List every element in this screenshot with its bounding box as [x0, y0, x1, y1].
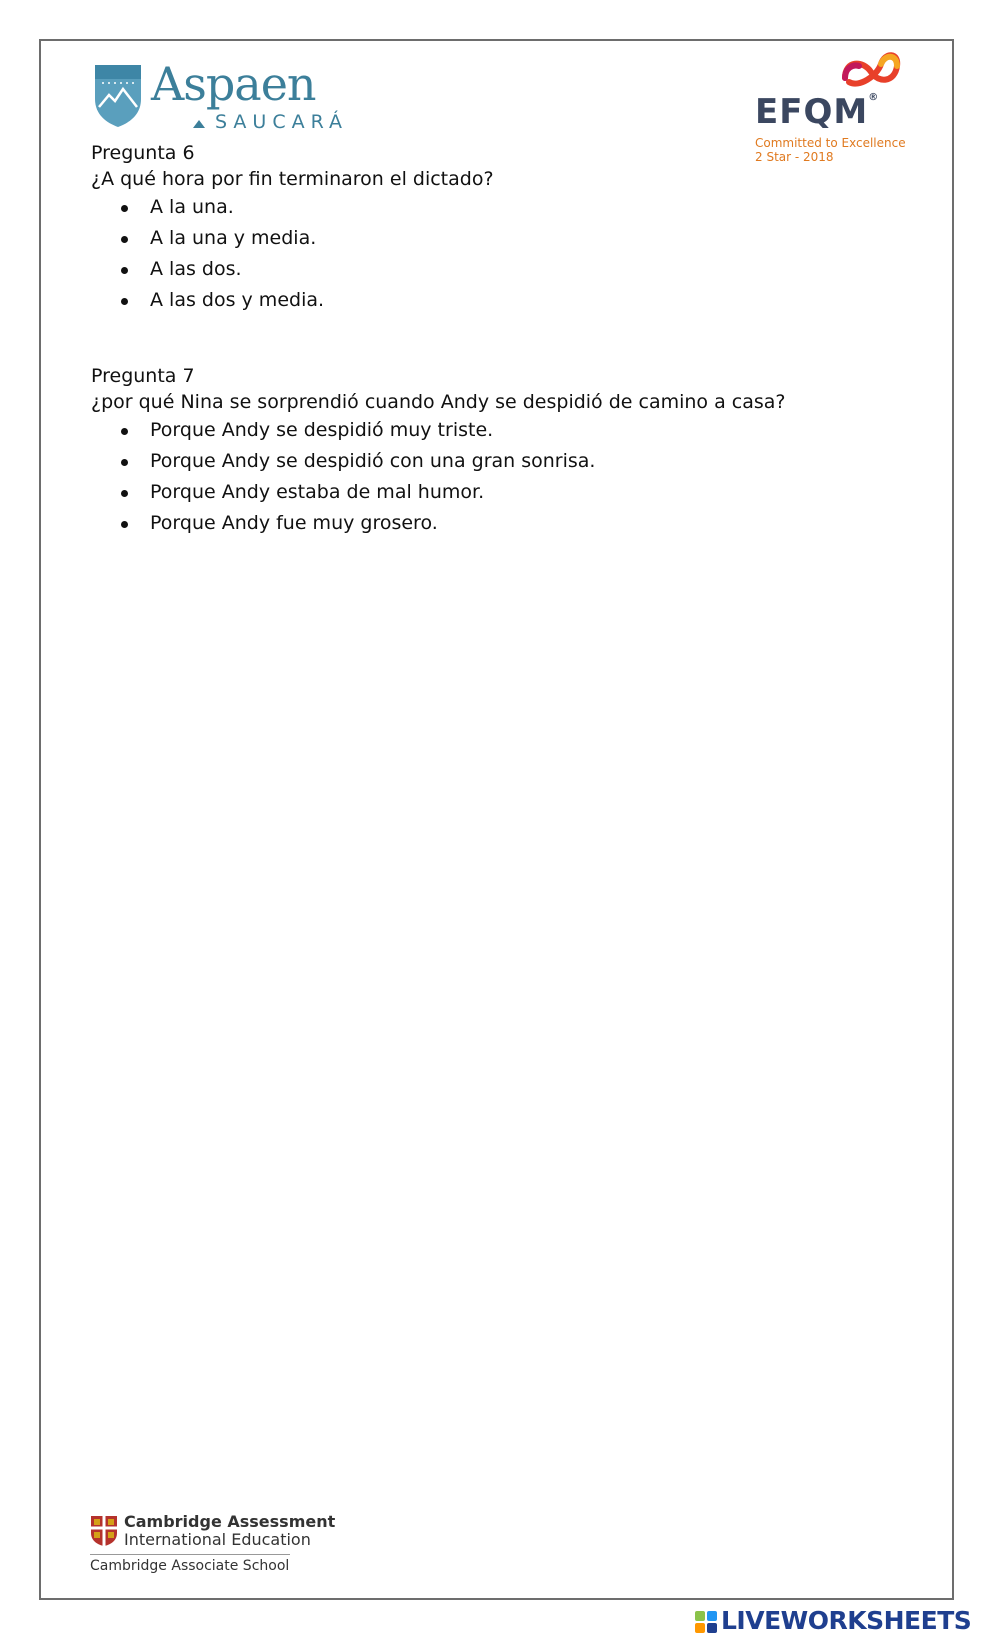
- crest-icon: [90, 1515, 118, 1547]
- answer-option[interactable]: A la una y media.: [91, 223, 494, 254]
- bullet-icon: [121, 490, 128, 497]
- cambridge-line1: Cambridge Assessment: [124, 1512, 336, 1531]
- aspaen-name: Aspaen: [151, 57, 316, 111]
- answer-option[interactable]: A las dos y media.: [91, 285, 494, 316]
- efqm-tagline: Committed to Excellence: [755, 136, 906, 150]
- aspaen-subtitle: SAUCARÁ: [215, 111, 349, 133]
- liveworksheets-icon: [695, 1611, 717, 1633]
- bullet-icon: [121, 267, 128, 274]
- bullet-icon: [121, 205, 128, 212]
- aspaen-logo: [93, 57, 353, 133]
- answer-options: [91, 415, 786, 539]
- shield-icon: [93, 63, 143, 129]
- question-title: Pregunta 7: [91, 365, 195, 387]
- bullet-icon: [121, 521, 128, 528]
- mountain-icon: [193, 120, 205, 128]
- bullet-icon: [121, 236, 128, 243]
- efqm-wordmark: EFQM®: [755, 92, 880, 132]
- question-text: ¿A qué hora por fin terminaron el dictado?: [91, 168, 494, 190]
- question-title: Pregunta 6: [91, 142, 195, 164]
- cambridge-line3: Cambridge Associate School: [90, 1558, 290, 1574]
- registered-mark: ®: [868, 92, 880, 103]
- question-text: ¿por qué Nina se sorprendió cuando Andy se despidió de camino a casa?: [91, 391, 786, 413]
- answer-option[interactable]: Porque Andy se despidió con una gran sonrisa.: [91, 446, 786, 477]
- answer-option[interactable]: Porque Andy se despidió muy triste.: [91, 415, 786, 446]
- liveworksheets-brand: [695, 1606, 995, 1638]
- answer-option[interactable]: A la una.: [91, 192, 494, 223]
- question-7: [91, 363, 786, 539]
- efqm-logo: [755, 48, 915, 168]
- infinity-icon: [837, 48, 907, 92]
- efqm-rating: 2 Star - 2018: [755, 150, 834, 164]
- question-6: [91, 140, 494, 316]
- cambridge-line2: International Education: [124, 1530, 311, 1549]
- answer-options: [91, 192, 494, 316]
- bullet-icon: [121, 459, 128, 466]
- liveworksheets-text: LIVEWORKSHEETS: [721, 1606, 972, 1635]
- answer-option[interactable]: A las dos.: [91, 254, 494, 285]
- cambridge-logo: [90, 1512, 336, 1580]
- answer-option[interactable]: Porque Andy fue muy grosero.: [91, 508, 786, 539]
- answer-option[interactable]: Porque Andy estaba de mal humor.: [91, 477, 786, 508]
- bullet-icon: [121, 298, 128, 305]
- bullet-icon: [121, 428, 128, 435]
- divider: [90, 1554, 290, 1555]
